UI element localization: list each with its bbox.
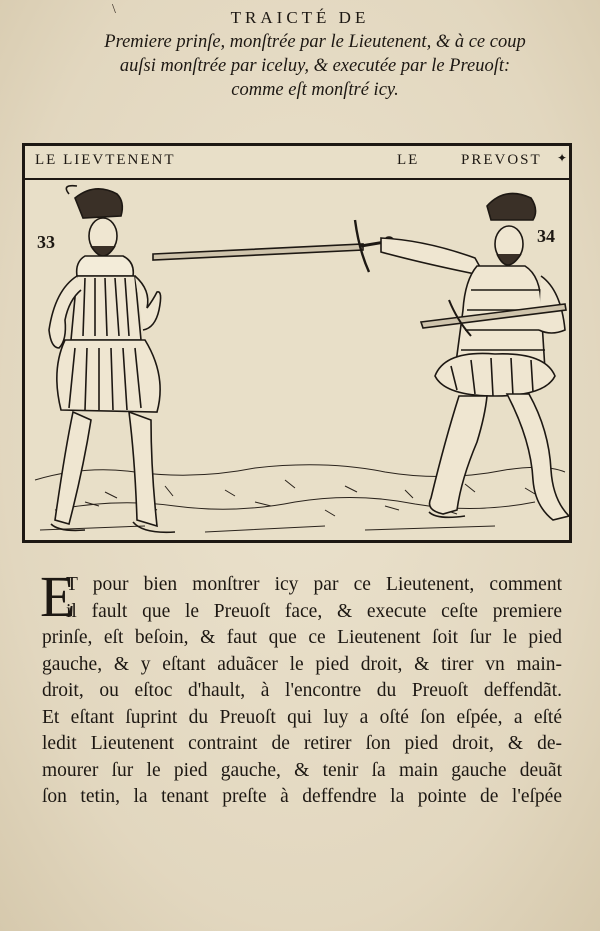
body-paragraph (42, 572, 562, 811)
caption-line: auſsi monſtrée par iceluy, & executée par le Preuoſt: (119, 56, 511, 76)
label-le: LE (397, 152, 420, 168)
fleuron-ornament: ✦ (557, 151, 570, 165)
caption-line: comme eſt monſtré icy. (231, 80, 399, 100)
woodcut-illustration (22, 143, 572, 543)
lieutenant-figure (49, 186, 175, 533)
prevost-figure (381, 194, 569, 521)
drop-cap: E (40, 564, 76, 629)
sword-long (153, 220, 394, 272)
text-line: droit, ou eſtoc d'hault, à l'encontre du Preuoſt deffendãt. (42, 680, 562, 701)
figure-number-left: 33 (37, 232, 55, 252)
text-line: ſon tetin, la tenant preſte à deffendre la pointe de l'eſpée (42, 786, 562, 807)
text-line: prinſe, eſt beſoin, & faut que ce Lieutenent ſoit ſur le pied (42, 627, 562, 648)
text-line: gauche, & y eſtant aduãcer le pied droit, & tirer vn main- (42, 653, 562, 675)
figure-label-bar (25, 146, 569, 180)
folio-mark: \ (112, 2, 116, 17)
text-line: il fault que le Preuoſt face, & execute ceſte premiere (66, 600, 562, 622)
running-head: TRAICTÉ DE (230, 8, 370, 27)
engraving-caption (50, 30, 580, 102)
text-line: Et eſtant ſuprint du Preuoſt qui luy a oſté ſon eſpée, a eſté (42, 706, 562, 728)
caption-line: Premiere prinſe, monſtrée par le Lieutenent, & à ce coup (104, 32, 526, 52)
figure-number-right: 34 (537, 226, 555, 246)
text-line: ledit Lieutenent contraint de retirer ſon pied droit, & de- (42, 733, 562, 754)
text-line: T pour bien monſtrer icy par ce Lieutenent, comment (66, 574, 562, 595)
fencing-scene-drawing (25, 180, 569, 540)
label-lieutenant: LE LIEVTENENT (35, 152, 176, 168)
label-prevost: PREVOST (461, 152, 542, 168)
text-line: mourer ſur le pied gauche, & tenir ſa main gauche deuãt (42, 759, 562, 781)
ground-hatching (35, 465, 565, 532)
